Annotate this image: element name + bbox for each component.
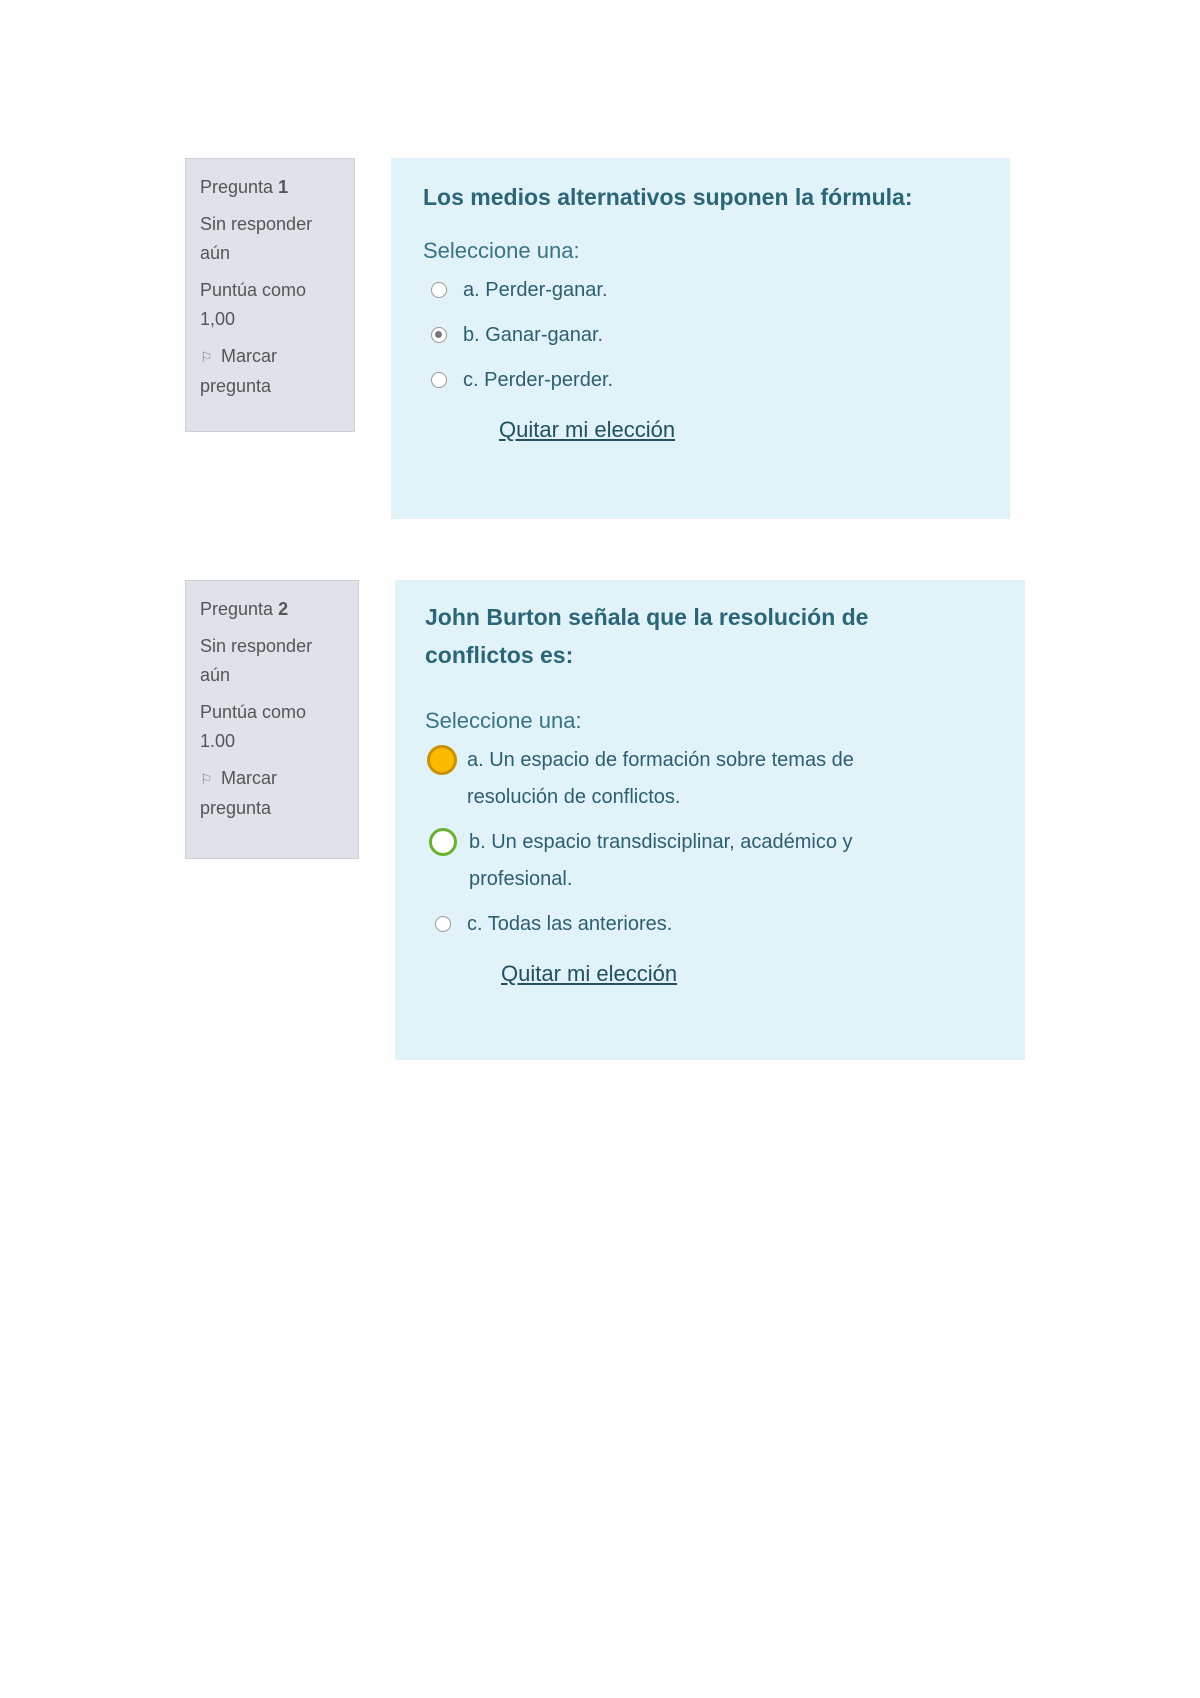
question-text: John Burton señala que la resolución de conflictos es: xyxy=(425,604,869,668)
question-text: Los medios alternativos suponen la fórmula: xyxy=(423,184,913,210)
answer-option-c[interactable]: c. Todas las anteriores. xyxy=(425,906,995,943)
answer-prompt: Seleccione una: xyxy=(425,708,582,733)
question-number: Pregunta 2 xyxy=(200,599,289,619)
answer-option-a[interactable]: a. Perder-ganar. xyxy=(423,272,978,309)
radio-button-highlighted[interactable] xyxy=(429,828,457,856)
question-points: Puntúa como 1.00 xyxy=(200,702,307,751)
question-points: Puntúa como 1,00 xyxy=(200,280,307,329)
radio-button[interactable] xyxy=(435,916,451,932)
flag-icon: ⚐ xyxy=(200,349,213,365)
answer-option-b[interactable]: b. Ganar-ganar. xyxy=(423,317,978,354)
question-status: Sin responder aún xyxy=(200,214,313,263)
flag-question-link[interactable]: ⚐ Marcar pregunta xyxy=(200,342,340,401)
question-info-1 xyxy=(185,158,355,432)
radio-button[interactable] xyxy=(431,282,447,298)
radio-button-selected[interactable] xyxy=(431,327,447,343)
answer-option-a[interactable]: a. Un espacio de formación sobre temas de resolución de conflictos. xyxy=(425,742,905,816)
question-content-2 xyxy=(395,580,1025,1060)
answer-prompt: Seleccione una: xyxy=(423,238,580,263)
flag-question-link[interactable]: ⚐ Marcar pregunta xyxy=(200,764,344,823)
question-status: Sin responder aún xyxy=(200,636,313,685)
radio-button[interactable] xyxy=(431,372,447,388)
answer-option-b[interactable]: b. Un espacio transdisciplinar, académico y profesional. xyxy=(425,824,905,898)
flag-icon: ⚐ xyxy=(200,771,213,787)
radio-button-highlighted[interactable] xyxy=(427,745,457,775)
answer-option-c[interactable]: c. Perder-perder. xyxy=(423,362,978,399)
question-content-1 xyxy=(391,158,1010,519)
question-number: Pregunta 1 xyxy=(200,177,289,197)
clear-choice-link[interactable]: Quitar mi elección xyxy=(499,417,676,442)
clear-choice-link[interactable]: Quitar mi elección xyxy=(501,961,678,986)
question-info-2 xyxy=(185,580,359,859)
